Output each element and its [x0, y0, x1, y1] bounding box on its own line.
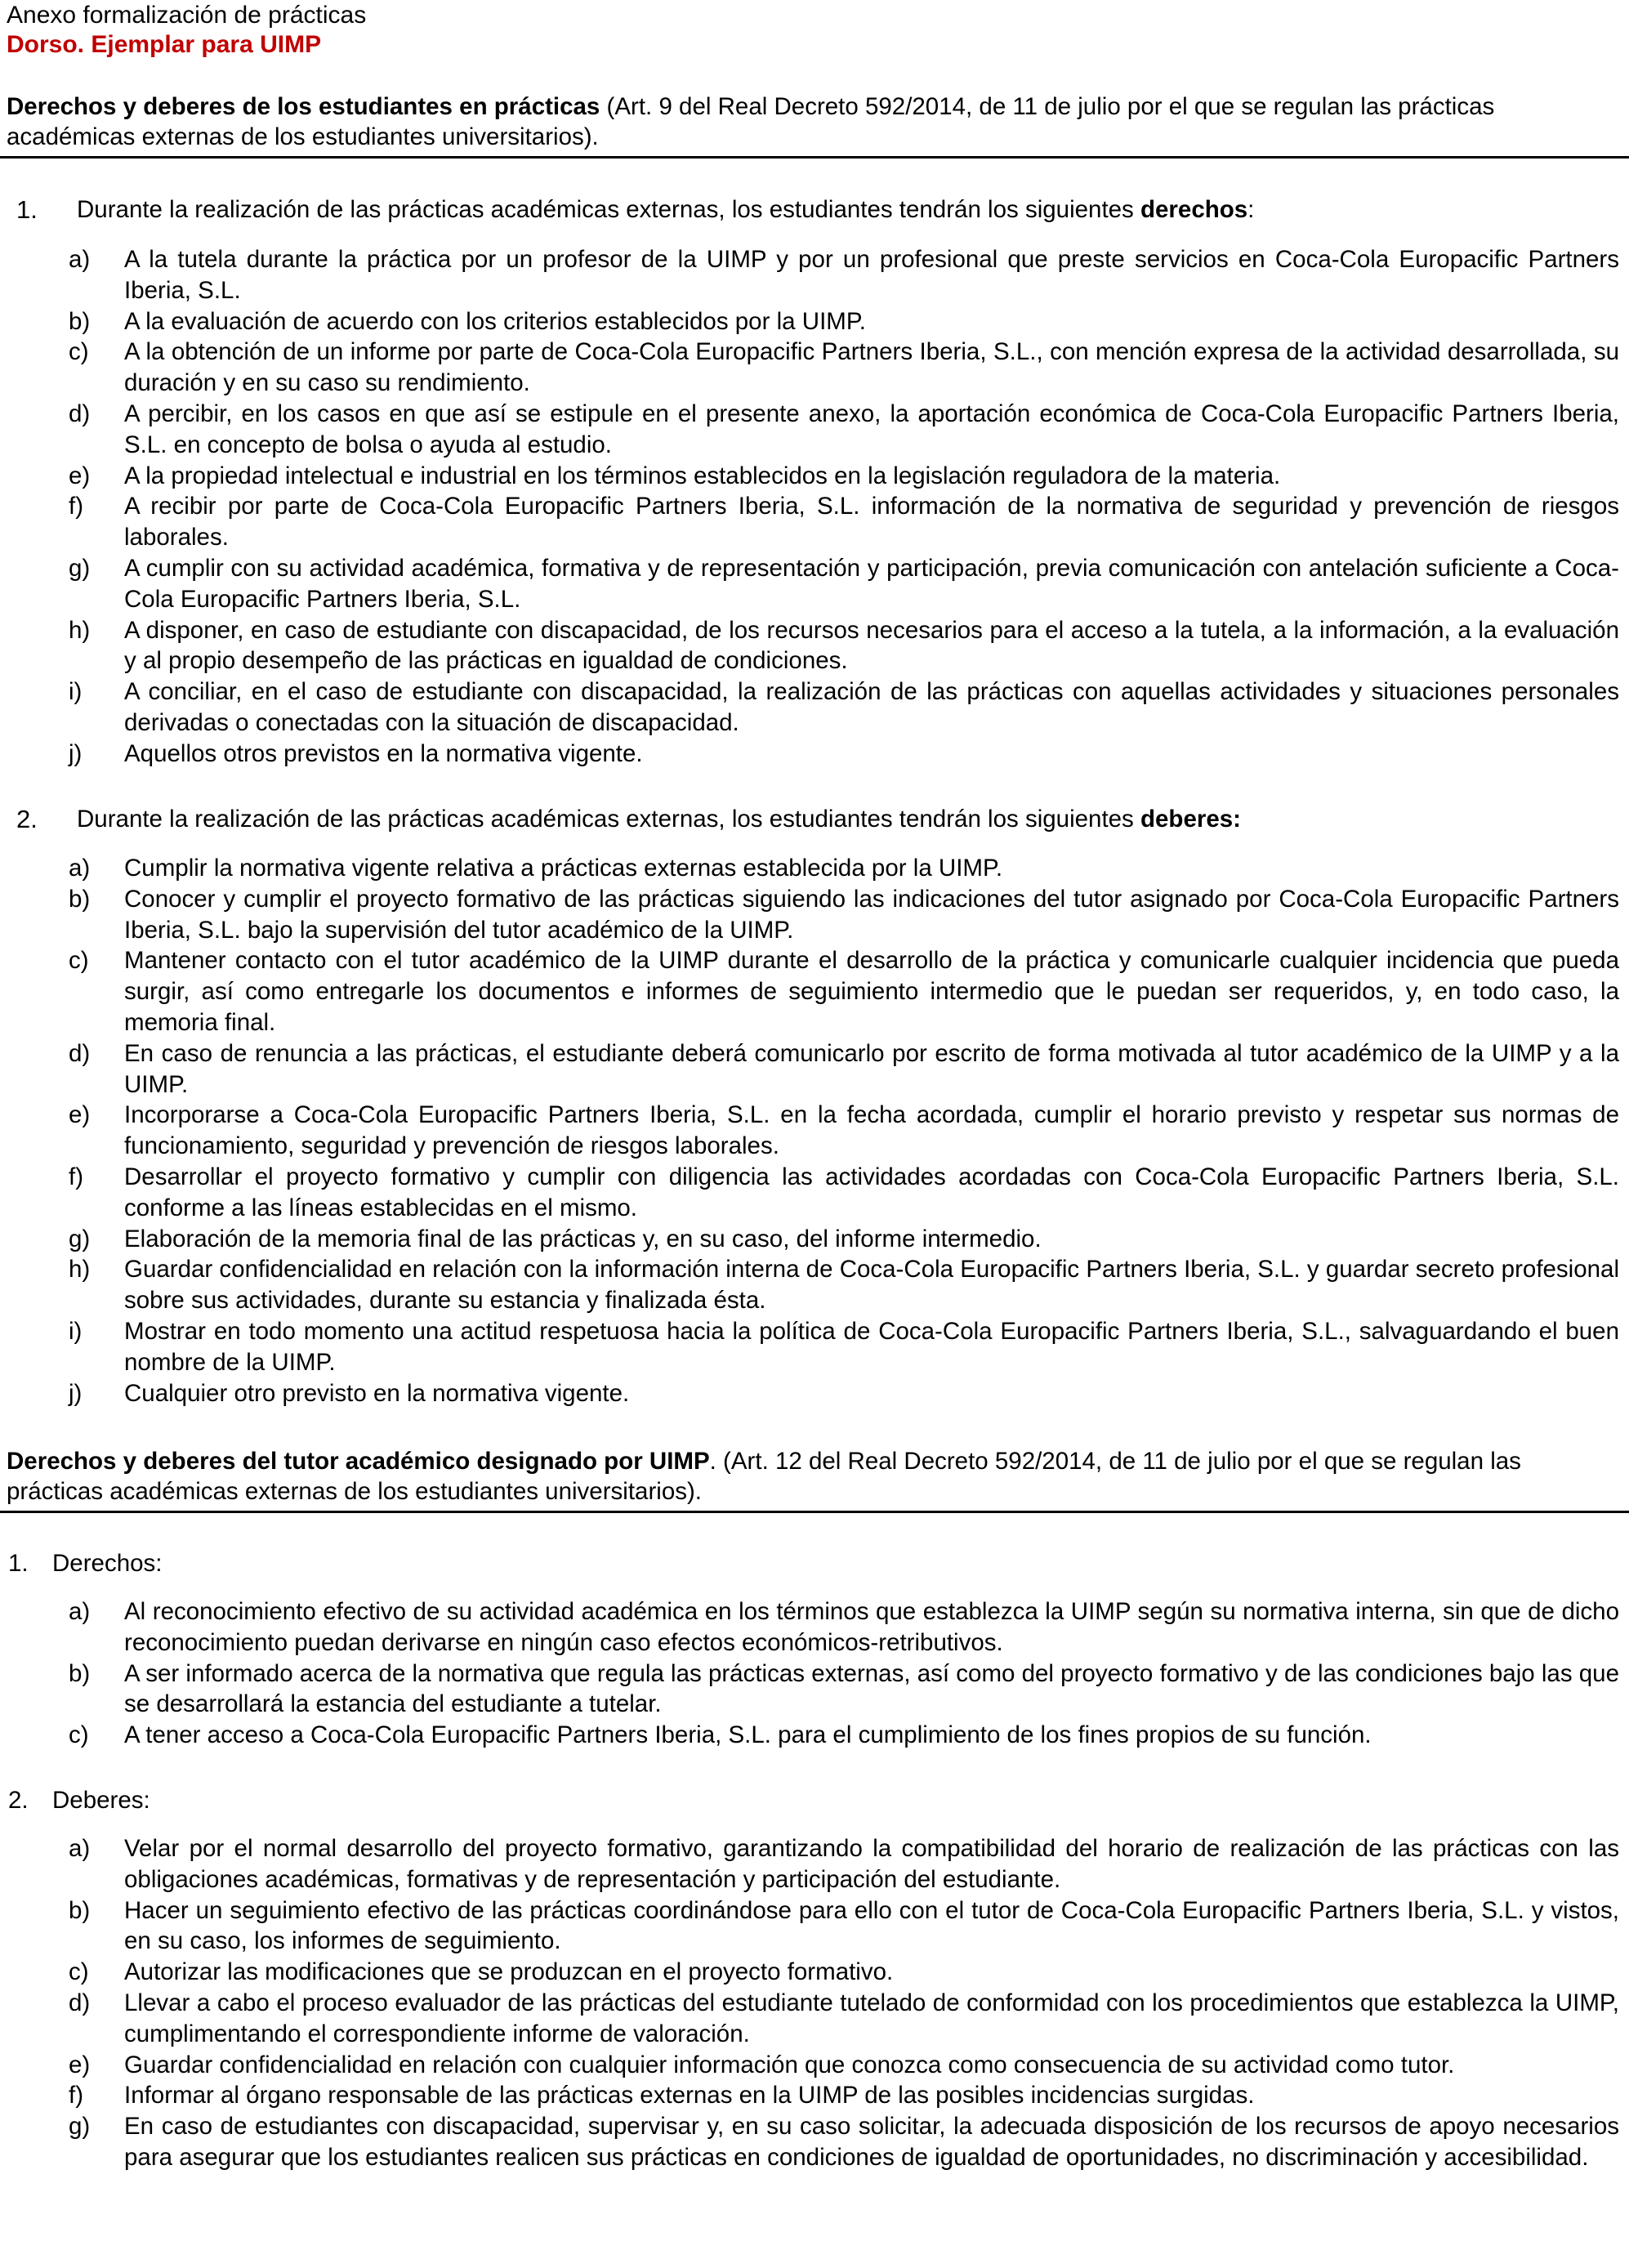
list-item	[0, 2111, 1629, 2173]
list-item	[0, 1162, 1629, 1224]
item-text: A tener acceso a Coca-Cola Europacific Partners Iberia, S.L. para el cumplimiento de los fines propios de su función.	[124, 1721, 1372, 1749]
item-text: En caso de renuncia a las prácticas, el estudiante deberá comunicarlo por escrito de forma motivada al tutor académico de la UIMP y a la UIMP.	[124, 1039, 1619, 1098]
item-text: A la propiedad intelectual e industrial en los términos establecidos en la legislación reguladora de la materia.	[124, 462, 1281, 489]
item-text: En caso de estudiantes con discapacidad, supervisar y, en su caso solicitar, la adecuada disposición de los recursos de apoyo necesarios para asegurar que los estudiantes realicen sus prácticas en condiciones de igualdad de oportunidades, no discriminación y accesibilidad.	[124, 2113, 1619, 2171]
annex-title: Anexo formalización de prácticas	[7, 2, 367, 29]
section-divider	[0, 1511, 1629, 1513]
heading-keyword: derechos	[1140, 196, 1248, 223]
item-text: Conocer y cumplir el proyecto formativo de las prácticas siguiendo las indicaciones del tutor asignado por Coca-Cola Europacific Partners Iberia, S.L. bajo la supervisión del tutor académico de la UIMP.	[124, 885, 1619, 944]
item-text: Informar al órgano responsable de las prácticas externas en la UIMP de las posibles incidencias surgidas.	[124, 2082, 1255, 2110]
tutor-rights-list	[0, 1596, 1629, 1751]
section-divider	[0, 156, 1629, 158]
item-text: A ser informado acerca de la normativa que regula las prácticas externas, así como del proyecto formativo y de las condiciones bajo las que se desarrollará la estancia del estudiante a tutelar.	[124, 1659, 1619, 1718]
item-text: A percibir, en los casos en que así se estipule en el presente anexo, la aportación económica de Coca-Cola Europacific Partners Iberia, S.L. en concepto de bolsa o ayuda al estudio.	[124, 400, 1619, 458]
list-item	[0, 676, 1629, 739]
list-item	[0, 1378, 1629, 1409]
list-item	[0, 399, 1629, 461]
item-label: j)	[69, 739, 83, 767]
item-label: i)	[69, 678, 83, 706]
list-item	[0, 1596, 1629, 1659]
item-label: c)	[69, 338, 89, 366]
heading-intro: Durante la realización de las prácticas académicas externas, los estudiantes tendrán los siguientes	[77, 806, 1140, 833]
item-label: a)	[69, 1598, 91, 1625]
list-item	[0, 1895, 1629, 1958]
list-item	[0, 2050, 1629, 2081]
list-item	[0, 1988, 1629, 2050]
list-item	[0, 1100, 1629, 1162]
list-item	[0, 244, 1629, 306]
list-item	[0, 739, 1629, 770]
heading-text: Derechos:	[52, 1550, 163, 1577]
item-label: g)	[69, 554, 91, 582]
heading-text	[77, 804, 1241, 834]
item-text: A conciliar, en el caso de estudiante con discapacidad, la realización de las prácticas con aquellas actividades y situaciones personales derivadas o conectadas con la situación de discapacidad.	[124, 678, 1619, 736]
item-label: h)	[69, 616, 91, 644]
heading-text: Deberes:	[52, 1787, 150, 1814]
item-text: A la obtención de un informe por parte de Coca-Cola Europacific Partners Iberia, S.L., con mención expresa de la actividad desarrollada, su duración y en su caso su rendimiento.	[124, 338, 1619, 397]
item-text: A recibir por parte de Coca-Cola Europacific Partners Iberia, S.L. información de la normativa de seguridad y prevención de riesgos laborales.	[124, 493, 1619, 551]
list-item	[0, 553, 1629, 615]
item-text: Incorporarse a Coca-Cola Europacific Partners Iberia, S.L. en la fecha acordada, cumplir el horario previsto y respetar sus normas de funcionamiento, seguridad y prevención de riesgos laborales.	[124, 1101, 1619, 1160]
list-item	[0, 1659, 1629, 1721]
students-rights-list	[0, 244, 1629, 770]
heading-keyword: deberes:	[1140, 806, 1241, 833]
item-text: Al reconocimiento efectivo de su actividad académica en los términos que establezca la UIMP según su normativa interna, sin que de dicho reconocimiento puedan derivarse en ningún caso efectos económicos-retributivos.	[124, 1598, 1619, 1656]
item-text: Elaboración de la memoria final de las prácticas y, en su caso, del informe intermedio.	[124, 1225, 1042, 1252]
list-item	[0, 1224, 1629, 1255]
item-text: Desarrollar el proyecto formativo y cumplir con diligencia las actividades acordadas con Coca-Cola Europacific Partners Iberia, S.L. conforme a las líneas establecidas en el mismo.	[124, 1163, 1619, 1221]
item-label: c)	[69, 1958, 89, 1986]
item-label: b)	[69, 1896, 91, 1924]
item-label: d)	[69, 400, 91, 427]
item-label: e)	[69, 2051, 91, 2078]
item-text: Hacer un seguimiento efectivo de las prácticas coordinándose para ello con el tutor de Coca-Cola Europacific Partners Iberia, S.L. y vistos, en su caso, los informes de seguimiento.	[124, 1896, 1619, 1955]
item-label: a)	[69, 855, 91, 882]
item-label: b)	[69, 1659, 91, 1687]
heading-number: 1.	[8, 1550, 29, 1577]
list-item	[0, 1316, 1629, 1378]
item-label: j)	[69, 1379, 83, 1407]
list-item	[0, 1957, 1629, 1988]
item-label: e)	[69, 462, 91, 489]
item-text: Mantener contacto con el tutor académico de la UIMP durante el desarrollo de la práctica y comunicarle cualquier incidencia que pueda surgir, así como entregarle los documentos e informes de seguimiento intermedio que le puedan ser requeridos, y, en todo caso, la memoria final.	[124, 947, 1619, 1036]
item-label: h)	[69, 1256, 91, 1284]
item-label: i)	[69, 1317, 83, 1345]
heading-number: 1.	[16, 195, 38, 224]
item-text: Llevar a cabo el proceso evaluador de las prácticas del estudiante tutelado de conformidad con los procedimientos que establezca la UIMP, cumplimentando el correspondiente informe de valoración.	[124, 1989, 1619, 2047]
list-item	[0, 2080, 1629, 2111]
item-text: Mostrar en todo momento una actitud respetuosa hacia la política de Coca-Cola Europacific Partners Iberia, S.L., salvaguardando el buen nombre de la UIMP.	[124, 1317, 1619, 1376]
item-label: d)	[69, 1039, 91, 1067]
item-text: A la evaluación de acuerdo con los criterios establecidos por la UIMP.	[124, 307, 866, 335]
copy-label: Dorso. Ejemplar para UIMP	[7, 31, 322, 58]
item-label: c)	[69, 1721, 89, 1749]
item-label: f)	[69, 1163, 84, 1190]
item-text: Guardar confidencialidad en relación con cualquier información que conozca como consecuencia de su actividad como tutor.	[124, 2051, 1455, 2078]
tutor-duties-list	[0, 1833, 1629, 2173]
heading-number: 2.	[8, 1787, 29, 1814]
list-item	[0, 1038, 1629, 1101]
item-text: Velar por el normal desarrollo del proyecto formativo, garantizando la compatibilidad del horario de realización de las prácticas con las obligaciones académicas, formativas y de representación y participación del estudiante.	[124, 1835, 1619, 1893]
students-section-title	[7, 92, 1608, 152]
heading-text	[77, 194, 1254, 225]
item-text: Cumplir la normativa vigente relativa a prácticas externas establecida por la UIMP.	[124, 855, 1003, 882]
heading-suffix: :	[1247, 196, 1255, 223]
list-item	[0, 884, 1629, 946]
tutor-title-bold: Derechos y deberes del tutor académico designado por UIMP	[7, 1448, 710, 1475]
item-text: Autorizar las modificaciones que se produzcan en el proyecto formativo.	[124, 1958, 894, 1986]
item-label: a)	[69, 1835, 91, 1862]
item-text: A disponer, en caso de estudiante con discapacidad, de los recursos necesarios para el acceso a la tutela, a la información, a la evaluación y al propio desempeño de las prácticas en igualdad de condiciones.	[124, 616, 1619, 675]
list-item	[0, 461, 1629, 492]
item-label: b)	[69, 885, 91, 913]
list-item	[0, 306, 1629, 337]
list-item	[0, 1833, 1629, 1895]
tutor-section-title	[7, 1446, 1608, 1507]
tutor-title-rest: . (Art. 12 del Real Decreto 592/2014, de 11 de julio por el que se regulan las prácticas académicas externas de los estudiantes universitarios).	[7, 1448, 1521, 1505]
list-item	[0, 1720, 1629, 1751]
item-label: f)	[69, 493, 84, 520]
item-label: a)	[69, 246, 91, 273]
heading-intro: Durante la realización de las prácticas académicas externas, los estudiantes tendrán los siguientes	[77, 196, 1140, 223]
item-label: g)	[69, 2113, 91, 2141]
item-text: Aquellos otros previstos en la normativa vigente.	[124, 739, 643, 767]
item-label: f)	[69, 2082, 84, 2110]
item-text: A cumplir con su actividad académica, formativa y de representación y participación, previa comunicación con antelación suficiente a Coca-Cola Europacific Partners Iberia, S.L.	[124, 554, 1619, 613]
list-item	[0, 337, 1629, 399]
list-item	[0, 1254, 1629, 1316]
heading-number: 2.	[16, 805, 38, 833]
list-item	[0, 945, 1629, 1038]
item-label: g)	[69, 1225, 91, 1252]
item-text: Cualquier otro previsto en la normativa vigente.	[124, 1379, 630, 1407]
students-title-rest: (Art. 9 del Real Decreto 592/2014, de 11 de julio por el que se regulan las prácticas académicas externas de los estudiantes universitarios).	[7, 93, 1495, 150]
students-title-bold: Derechos y deberes de los estudiantes en prácticas	[7, 93, 600, 120]
item-label: c)	[69, 947, 89, 975]
item-text: Guardar confidencialidad en relación con la información interna de Coca-Cola Europacific Partners Iberia, S.L. y guardar secreto profesional sobre sus actividades, durante su estancia y finalizada ésta.	[124, 1256, 1619, 1315]
item-label: b)	[69, 307, 91, 335]
list-item	[0, 853, 1629, 884]
item-text: A la tutela durante la práctica por un profesor de la UIMP y por un profesional que preste servicios en Coca-Cola Europacific Partners Iberia, S.L.	[124, 246, 1619, 304]
item-label: e)	[69, 1101, 91, 1129]
list-item	[0, 491, 1629, 553]
students-duties-list	[0, 853, 1629, 1409]
list-item	[0, 615, 1629, 677]
item-label: d)	[69, 1989, 91, 2016]
